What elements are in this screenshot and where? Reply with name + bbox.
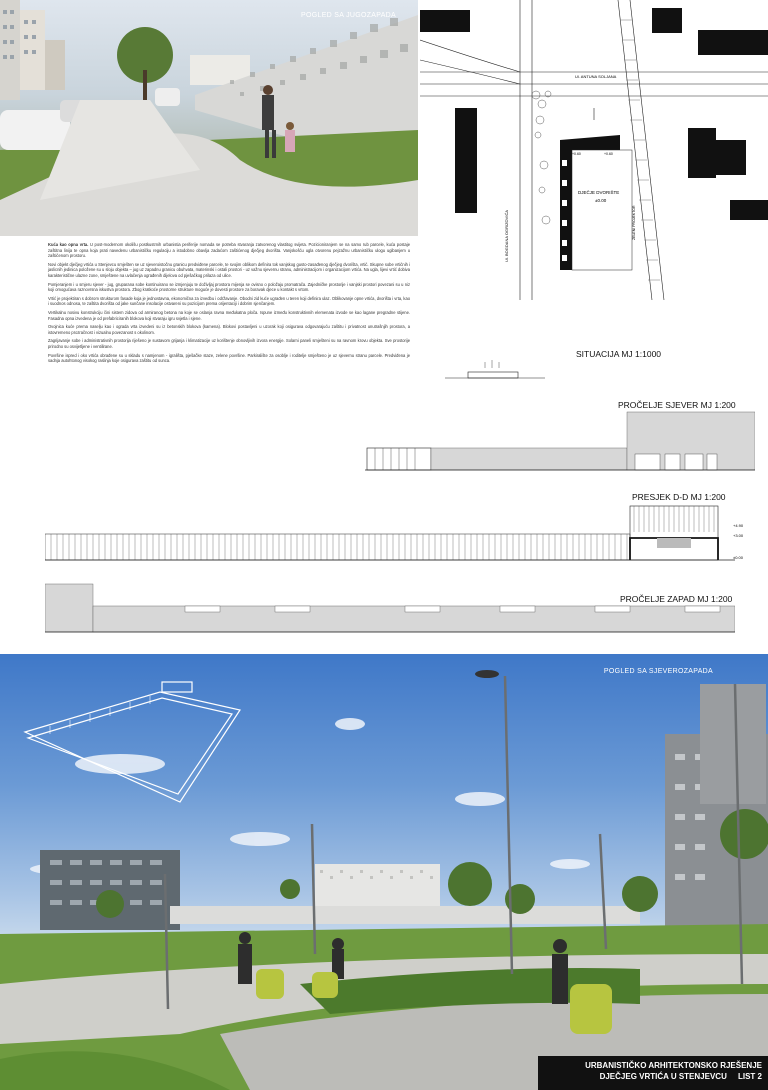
description-paragraph: Površine ispred i oko vrtića obrađene su u skladu s namjenom - igrališta, pješačke staze, zelene površine. Parkiralište za osoblje i roditelje smješteno je uz sjevernu stranu parcele. Predviđena je sadnja autohtonog visokog raslinja koje osigurava zaštitu od sunca. xyxy=(48,352,410,364)
description-paragraph: Vrtić je projektiran s dobrom strukturom fasade koja je jednostavna, ekonomična za izvedbu i održavanje. Obodni zid kuće ugrađen u teren koji definira ulaz. Oblikovanje opne vrtića, dvorišta i vrta, kao i suodnos odnosa, te zaštita dvorišta od jake sunčane insolacije ostvareni su pozicijom prema orijentaciji i dobrim sjenčanjem. xyxy=(48,295,410,307)
site-plan-svg xyxy=(420,0,768,300)
site-plan-title: SITUACIJA MJ 1:1000 xyxy=(576,349,662,359)
site-plan-drawing xyxy=(420,0,768,300)
description-paragraph: Ovojnica kuće prema naselju kao i ograda vrta izvedeni su iz betonskih blokova (kamena). Blokovi postavljeni u uzorak koji osigurava odgovarajuću zaštitu i privatnost unutrašnjih prostora, a istovremeno prozračnost i vizualnu povezanost s okolinom. xyxy=(48,324,410,335)
photo-illustration xyxy=(0,654,768,1090)
section-drawing xyxy=(45,502,735,564)
sheet-title-box xyxy=(538,1056,768,1090)
north-elevation-drawing xyxy=(365,410,755,475)
level-mid: +3.00 xyxy=(733,533,744,538)
render-caption: POGLED SA JUGOZAPADA xyxy=(301,12,396,19)
description-paragraph: Novi objekt dječjeg vrtića u Stenjevcu smješten se uz sjeveroistočnu granicu predviđene parcele, te svojim oblikom definira tok vanjskog gusto-zasađenog dječjeg dvorišta, vrtić. Skupne sobe vrtićnih i jaslicnih jedinica položene su u sloju objekta – jug uz zapadnu granicu obuhvata, materinski i ostali prostori - uz važnu sjevernu stranu, administracijom i organizacijom vrtića. Na ugla, lijevi vrtić dobiva karakteristične ulazne zone, smještene na uvlačenja ograđenih dijelova od pješačkog prilaza od ulice. xyxy=(48,261,410,278)
description-paragraph: Kuća kao opna vrta. U post-modernom okolišu postkustrnih urbanistia periferije nomada se potreba stvaranja zatvorenog vlastitog svijeta. Pozicioniranjem se na samo rub parcele, kuća postaje zaštitna linija te opna koja prati navedenu urbanističku regulaciju a istodobno obavlja zadaćom zaštićenog dječjeg dvorišta. Vanjskošću ugla otvorenu pejzažnu urbanističku ulogu ugibanjem u zaštićenom prostoru. xyxy=(48,242,410,259)
photo-view-northwest xyxy=(0,654,768,1090)
title-line-2: DJEČJEG VRTIĆA U STENJEVCU LIST 2 xyxy=(599,1072,762,1081)
west-elevation-title: PROČELJE ZAPAD MJ 1:200 xyxy=(620,594,733,604)
description-paragraph: Zagrijavanje sobe i administrativnih prostorija riješeno je sustavom grijanja i klimatizacije uz korištenje obnovljivih izvora energije. Solarni paneli smješteni su na ravnom krovu objekta. Sve prostorije prirodno su osvijetljene i ventilirane. xyxy=(48,338,410,349)
title-line-1: URBANISTIČKO ARHITEKTONSKO RJEŠENJE xyxy=(585,1061,762,1070)
sheet-number: LIST 2 xyxy=(737,1072,762,1081)
render-illustration xyxy=(0,0,418,236)
render-view-southwest xyxy=(0,0,418,236)
level-top: +4.90 xyxy=(733,523,744,528)
mini-axonometric xyxy=(440,360,550,390)
street-label-west: Ul. BOGDANA OGRIZOVIĆA xyxy=(504,209,509,262)
level-label-a: +0.60 xyxy=(572,152,581,156)
level-label-b: +0.60 xyxy=(604,152,613,156)
project-description xyxy=(48,242,410,542)
north-elevation-title: PROČELJE SJEVER MJ 1:200 xyxy=(618,400,736,410)
level-zero: ±0.00 xyxy=(733,555,743,560)
photo-caption: POGLED SA SJEVEROZAPADA xyxy=(603,668,713,675)
description-paragraph: Vertikalnu nosivu konstrukciju čini sistem zidova od armiranog betona na koje se oslanja ravna međukatna ploča. Ispune između konstruktivnih elemenata izvode se kao lagane pregradne stijene. Fasadna opna izvedena je od prefabriciranih blokova koji stvaraju igru svjetla i sjene. xyxy=(48,309,410,321)
building-level: ±0.00 xyxy=(595,198,607,203)
side-label: ZELENI PROJEKTOR xyxy=(632,205,636,240)
street-label-north: Ul. ANTUNA SOLJANA xyxy=(575,74,617,79)
west-elevation-drawing xyxy=(45,580,735,636)
description-paragraph: Pomjeranjem i u smjeru sjever - jug, gruparana sobe kontinuirano se izmjenjuju te doživljaj prostora mijenja se ovisno o položaju promatrača. Zajedničke prostorije i vanjski prostori povezani su u niz koji omogućava raznovrsna iskustva prostora. Zbog kratkoće prostorne strukture moguće je dovesti prostore za boravak djece u kontakt s vrtom. xyxy=(48,281,410,293)
section-title: PRESJEK D-D MJ 1:200 xyxy=(632,492,726,502)
building-label: DJEČJE DVORIŠTE xyxy=(578,190,620,195)
